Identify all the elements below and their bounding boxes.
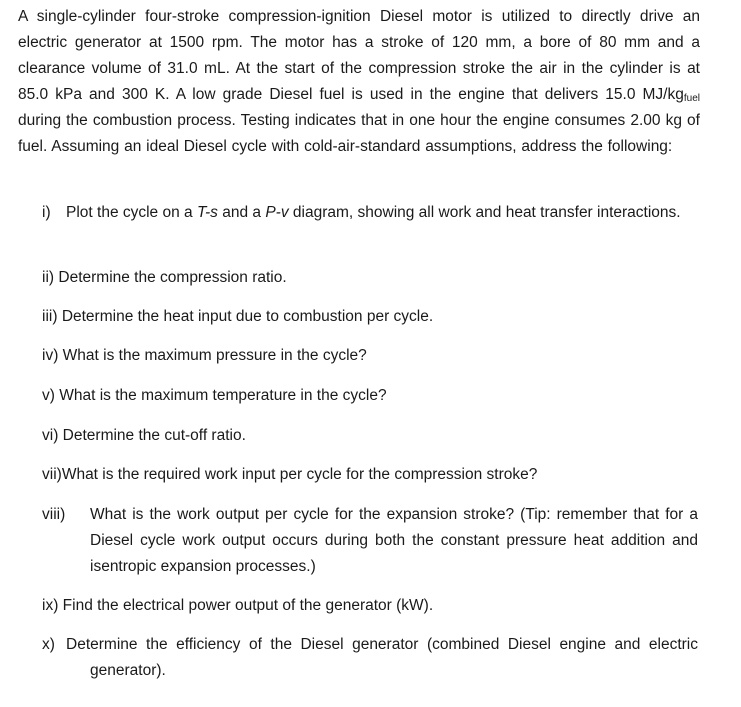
- pv-diagram-label: P-v: [265, 204, 289, 221]
- question-number: viii): [42, 506, 66, 523]
- question-vii: [42, 462, 698, 488]
- question-text: diagram, showing all work and heat transfer interactions.: [288, 204, 681, 221]
- fuel-subscript: fuel: [683, 93, 700, 104]
- question-number: ix): [42, 597, 59, 614]
- question-number: vii): [42, 466, 62, 483]
- question-text: Determine the efficiency of the Diesel generator (combined Diesel engine and electric generator).: [66, 636, 698, 679]
- question-text: and a: [217, 204, 266, 221]
- question-number: i): [42, 204, 51, 221]
- question-text: Plot the cycle on a: [66, 204, 197, 221]
- question-number: x): [42, 636, 55, 653]
- question-iii: [42, 304, 698, 330]
- question-text: What is the work output per cycle for the expansion stroke? (Tip: remember that for a Diesel cycle work output occurs during both the constant pressure heat addition and isentropic expansion processes.): [90, 506, 698, 575]
- question-viii: [42, 502, 698, 580]
- problem-statement: [18, 4, 700, 160]
- question-number: iii): [42, 308, 58, 325]
- question-x: [42, 632, 698, 684]
- ts-diagram-label: T-s: [196, 204, 218, 221]
- question-text: What is the maximum pressure in the cycle?: [62, 347, 367, 364]
- question-text: What is the maximum temperature in the cycle?: [59, 387, 387, 404]
- question-iv: [42, 343, 698, 369]
- question-text: Determine the compression ratio.: [58, 269, 287, 286]
- question-v: [42, 383, 698, 409]
- question-vi: [42, 423, 698, 449]
- question-text: Find the electrical power output of the generator (kW).: [62, 597, 434, 614]
- question-ix: [42, 593, 698, 619]
- intro-text-part1: A single-cylinder four-stroke compression-ignition Diesel motor is utilized to directly drive an electric generator at 1500 rpm. The motor has a stroke of 120 mm, a bore of 80 mm and a clearance volume of 31.0 mL. At the start of the compression stroke the air in the cylinder is at 85.0 kPa and 300 K. A low grade Diesel fuel is used in the engine that delivers 15.0 MJ/kg: [18, 8, 700, 103]
- question-i: [42, 200, 698, 226]
- intro-text-part2: during the combustion process. Testing indicates that in one hour the engine consumes 2.00 kg of fuel. Assuming an ideal Diesel cycle with cold-air-standard assumptions, address the following:: [18, 112, 700, 155]
- question-number: vi): [42, 427, 59, 444]
- question-text: Determine the cut-off ratio.: [62, 427, 246, 444]
- question-text: What is the required work input per cycle for the compression stroke?: [61, 466, 538, 483]
- question-number: iv): [42, 347, 59, 364]
- question-number: v): [42, 387, 55, 404]
- question-ii: [42, 265, 698, 291]
- question-number: ii): [42, 269, 55, 286]
- question-text: Determine the heat input due to combustion per cycle.: [61, 308, 434, 325]
